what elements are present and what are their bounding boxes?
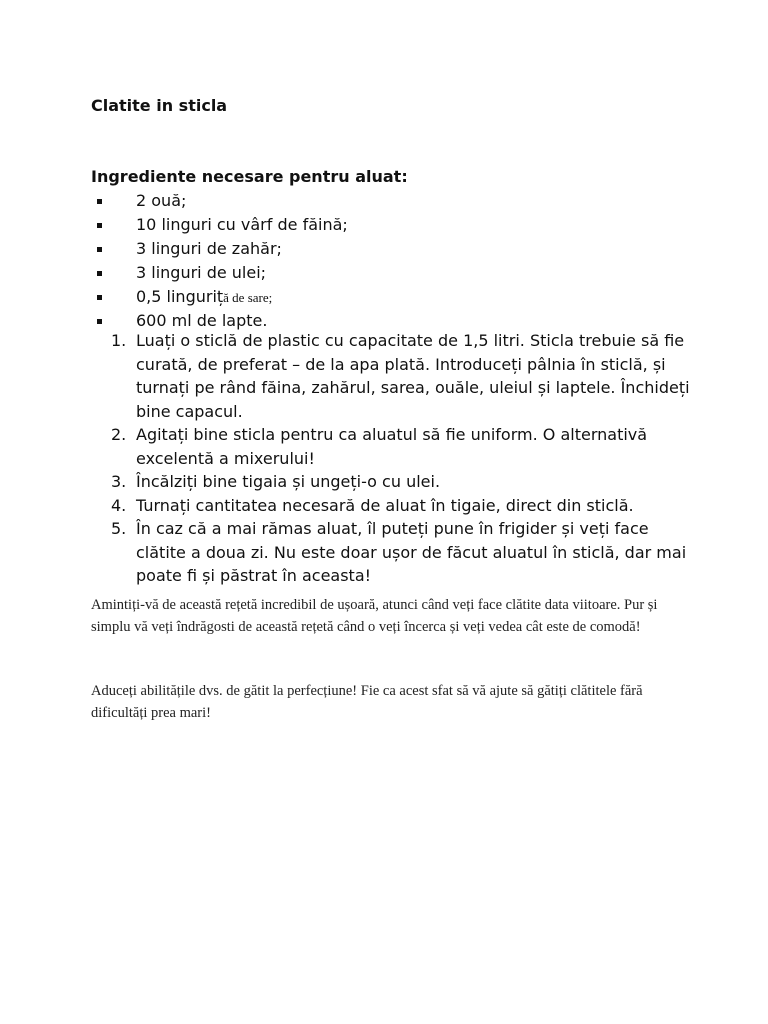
closing-paragraph-1: Amintiți-vă de această rețetă incredibil de ușoară, atunci când veți face clătite data viitoare. Pur și simplu vă veți îndrăgosti de această rețetă când o veți încerca și veți vedea cât este de comodă!	[91, 597, 658, 635]
list-item	[91, 329, 691, 423]
step-text: Luați o sticlă de plastic cu capacitate de 1,5 litri. Sticla trebuie să fie curată, de preferat – de la apa plată. Introduceți pâlnia în sticlă, și turnați pe rând făina, zahărul, sarea, ouăle, uleiul și laptele. Închideți bine capacul.	[136, 331, 690, 421]
list-item	[91, 470, 691, 494]
list-item	[91, 423, 691, 470]
step-number: 5.	[111, 519, 127, 538]
page-title: Clatite in sticla	[91, 96, 228, 115]
ingredient-text	[136, 287, 272, 308]
square-bullet-icon	[97, 319, 102, 324]
step-text: Turnați cantitatea necesară de aluat în tigaie, direct din sticlă.	[136, 495, 634, 515]
ingredients-heading: Ingrediente necesare pentru aluat:	[91, 167, 408, 186]
list-item	[91, 494, 691, 518]
step-text: În caz că a mai rămas aluat, îl puteți pune în frigider și veți face clătite a doua zi. Nu este doar ușor de făcut aluatul în sticlă, dar mai poate fi și păstrat în aceasta!	[136, 519, 687, 585]
ingredient-text: 3 linguri de ulei;	[136, 263, 267, 282]
square-bullet-icon	[97, 295, 102, 300]
ingredient-text: 600 ml de lapte.	[136, 311, 268, 330]
step-number: 4.	[111, 495, 127, 515]
ingredient-text: 2 ouă;	[136, 191, 187, 210]
step-number: 1.	[111, 331, 127, 350]
list-item	[91, 517, 691, 588]
square-bullet-icon	[97, 223, 102, 228]
steps-list	[91, 329, 691, 588]
ingredient-main: 0,5 linguriț	[136, 287, 224, 306]
square-bullet-icon	[97, 247, 102, 252]
step-text: Încălziți bine tigaia și ungeți-o cu ulei.	[136, 472, 441, 491]
step-number: 3.	[111, 472, 127, 491]
ingredient-text: 10 linguri cu vârf de făină;	[136, 215, 348, 234]
square-bullet-icon	[97, 271, 102, 276]
step-number: 2.	[111, 425, 127, 444]
step-text: Agitați bine sticla pentru ca aluatul să fie uniform. O alternativă excelentă a mixerului!	[136, 425, 648, 468]
ingredient-text: 3 linguri de zahăr;	[136, 239, 282, 258]
square-bullet-icon	[97, 199, 102, 204]
ingredient-suffix: ă de sare;	[223, 290, 273, 305]
closing-paragraph-2: Aduceți abilitățile dvs. de gătit la perfecțiune! Fie ca acest sfat să vă ajute să gătiți clătitele fără dificultăți prea mari!	[91, 683, 643, 721]
